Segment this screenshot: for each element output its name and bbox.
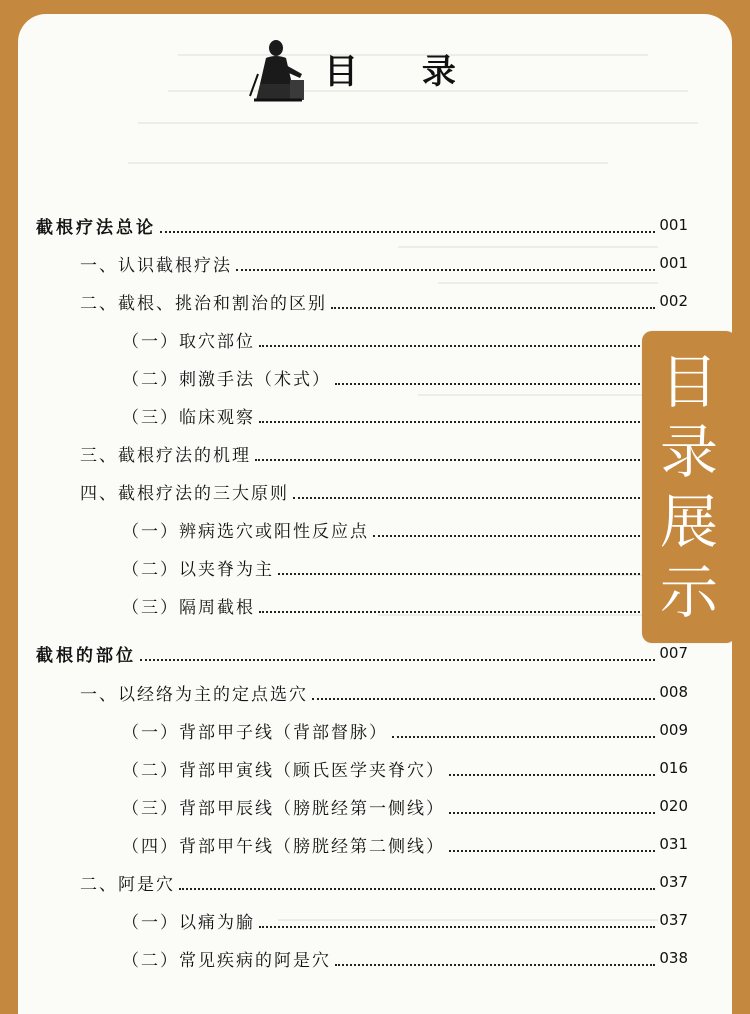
dot-leader: [259, 924, 655, 928]
toc-entry-label: （二）以夹脊为主: [122, 559, 274, 580]
dot-leader: [293, 495, 684, 499]
toc-entry-row: [80, 286, 688, 316]
toc-entry-label: （三）隔周截根: [122, 597, 255, 618]
dot-leader: [331, 305, 655, 309]
toc-entry-row: [122, 514, 688, 544]
toc-entry-label: 二、阿是穴: [80, 874, 175, 895]
toc-entry-label: （二）刺激手法（术式）: [122, 369, 331, 390]
toc-page-number: 037: [659, 873, 688, 891]
toc-entry-row: [122, 362, 688, 392]
dot-leader: [140, 657, 655, 661]
toc-entry-row: [80, 438, 688, 468]
dot-leader: [335, 381, 684, 385]
badge-character: 示: [659, 558, 718, 626]
toc-entry-row: [122, 943, 688, 973]
toc-entry-row: [122, 829, 688, 859]
dot-leader: [236, 267, 655, 271]
toc-entry-row: [122, 400, 688, 430]
toc-page-number: 020: [659, 797, 688, 815]
badge-character: 目: [659, 348, 718, 416]
toc-entry-label: （一）背部甲子线（背部督脉）: [122, 722, 388, 743]
toc-entry-row: [122, 552, 688, 582]
badge-character: 录: [659, 418, 718, 486]
toc-entry-label: （三）背部甲辰线（膀胱经第一侧线）: [122, 798, 445, 819]
badge-character: 展: [659, 488, 718, 556]
dot-leader: [449, 810, 655, 814]
toc-entry-label: （四）背部甲午线（膀胱经第二侧线）: [122, 836, 445, 857]
toc-entry-row: [80, 677, 688, 707]
toc-entry-label: （一）辨病选穴或阳性反应点: [122, 521, 369, 542]
toc-entry-row: [122, 905, 688, 935]
dot-leader: [335, 962, 655, 966]
toc-entry-label: 一、以经络为主的定点选穴: [80, 684, 308, 705]
toc-entry-row: [80, 476, 688, 506]
toc-page-number: 001: [659, 216, 688, 234]
dot-leader: [179, 886, 655, 890]
dot-leader: [312, 696, 655, 700]
dot-leader: [259, 343, 684, 347]
toc-chapter-row: [36, 638, 688, 668]
dot-leader: [278, 571, 684, 575]
dot-leader: [449, 772, 655, 776]
toc-entry-label: （一）以痛为腧: [122, 912, 255, 933]
dot-leader: [259, 609, 684, 613]
toc-entry-label: 截根疗法总论: [36, 217, 156, 238]
toc-entry-label: 四、截根疗法的三大原则: [80, 483, 289, 504]
toc-page-number: 001: [659, 254, 688, 272]
toc-page-number: 038: [659, 949, 688, 967]
toc-page-number: 008: [659, 683, 688, 701]
toc-entry-row: [80, 248, 688, 278]
toc-chapter-row: [36, 210, 688, 240]
toc-entry-row: [122, 715, 688, 745]
toc-entry-label: （一）取穴部位: [122, 331, 255, 352]
dot-leader: [160, 229, 655, 233]
page-title: 目 录: [324, 52, 482, 92]
toc-entry-label: 二、截根、挑治和割治的区别: [80, 293, 327, 314]
toc-page-number: 009: [659, 721, 688, 739]
dot-leader: [373, 533, 684, 537]
toc-page-number: 002: [659, 292, 688, 310]
catalog-preview-badge: [642, 331, 732, 643]
toc-entry-label: （三）临床观察: [122, 407, 255, 428]
dot-leader: [259, 419, 684, 423]
toc-entry-label: （二）背部甲寅线（顾氏医学夹脊穴）: [122, 760, 445, 781]
toc-entry-label: （二）常见疾病的阿是穴: [122, 950, 331, 971]
toc-entry-row: [122, 753, 688, 783]
toc-page-number: 031: [659, 835, 688, 853]
toc-entry-row: [80, 867, 688, 897]
toc-entry-label: 截根的部位: [36, 645, 136, 666]
dot-leader: [392, 734, 655, 738]
toc-page-number: 016: [659, 759, 688, 777]
toc-entry-label: 三、截根疗法的机理: [80, 445, 251, 466]
toc-entry-row: [122, 324, 688, 354]
toc-entry-row: [122, 791, 688, 821]
toc-entry-label: 一、认识截根疗法: [80, 255, 232, 276]
dot-leader: [449, 848, 655, 852]
table-of-contents: [18, 14, 732, 1014]
book-page: [18, 14, 732, 1014]
dot-leader: [255, 457, 684, 461]
toc-entry-row: [122, 590, 688, 620]
toc-page-number: 007: [659, 644, 688, 662]
toc-page-number: 037: [659, 911, 688, 929]
